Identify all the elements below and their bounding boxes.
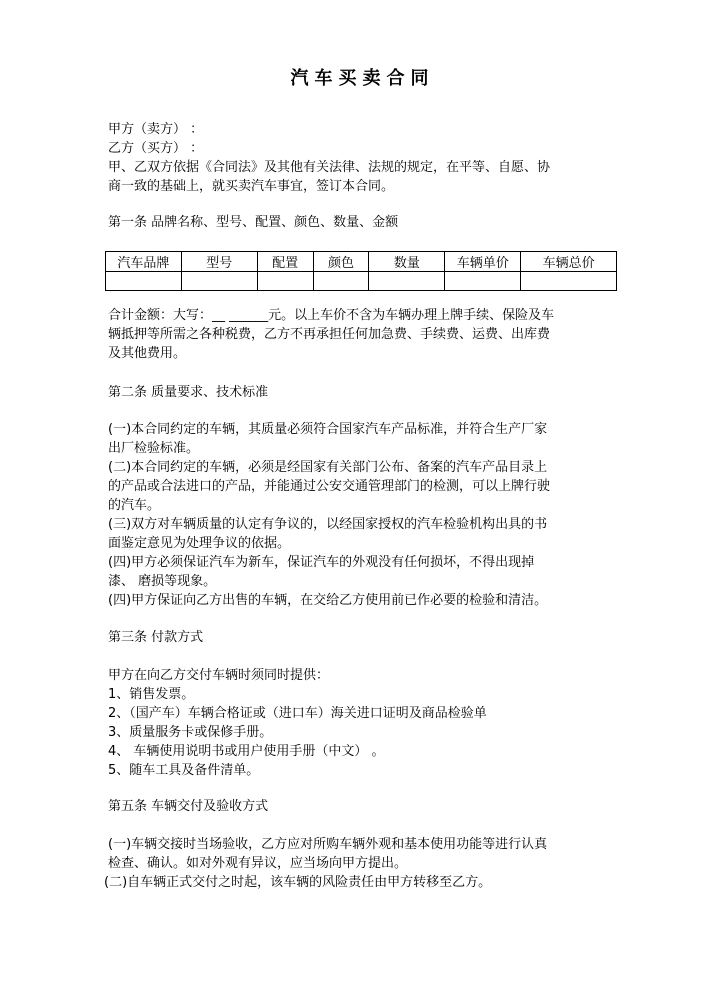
article-2-heading: 第二条 质量要求、技术标准 <box>108 385 269 400</box>
payment-item-1: 1、销售发票。 <box>108 687 195 702</box>
table-row <box>106 272 617 291</box>
table-header-cell: 颜色 <box>313 252 369 272</box>
payment-item-2: 2、（国产车）车辆合格证或（进口车）海关进口证明及商品检验单 <box>108 706 487 721</box>
table-cell <box>445 272 521 291</box>
article-1-heading: 第一条 品牌名称、型号、配置、颜色、数量、金额 <box>108 215 399 230</box>
document-title: 汽车买卖合同 <box>290 68 435 89</box>
quality-item-4-line-2: 漆、 磨损等现象。 <box>108 574 217 589</box>
quality-item-3-line-1: (三)双方对车辆质量的认定有争议的，以经国家授权的汽车检验机构出具的书 <box>108 517 548 532</box>
table-cell <box>181 272 257 291</box>
delivery-item-2: (二)自车辆正式交付之时起，该车辆的风险责任由甲方转移至乙方。 <box>104 875 492 890</box>
quality-item-1-line-2: 出厂检验标准。 <box>108 441 200 456</box>
table-header-cell: 数量 <box>369 252 445 272</box>
table-cell <box>313 272 369 291</box>
payment-item-4: 4、 车辆使用说明书或用户使用手册（中文） 。 <box>108 744 385 759</box>
payment-item-3: 3、质量服务卡或保修手册。 <box>108 725 273 740</box>
seller-line: 甲方（卖方） ： <box>108 122 204 137</box>
table-header-row <box>106 252 617 272</box>
total-amount-line-1: 合计金额：大写：__ ______元。以上车价不含为车辆办理上牌手续、保险及车 <box>108 308 555 323</box>
quality-item-2-line-1: (二)本合同约定的车辆，必须是经国家有关部门公布、备案的汽车产品目录上 <box>108 460 548 475</box>
article-3-heading: 第三条 付款方式 <box>108 630 204 645</box>
payment-item-5: 5、随车工具及备件清单。 <box>108 763 260 778</box>
quality-item-1-line-1: (一)本合同约定的车辆，其质量必须符合国家汽车产品标准，并符合生产厂家 <box>108 422 548 437</box>
table-header-cell: 配置 <box>257 252 313 272</box>
table-header-cell: 汽车品牌 <box>106 252 182 272</box>
delivery-item-1-line-1: (一)车辆交接时当场验收，乙方应对所购车辆外观和基本使用功能等进行认真 <box>108 837 548 852</box>
total-amount-line-3: 及其他费用。 <box>108 346 187 361</box>
buyer-line: 乙方（买方） ： <box>108 141 204 156</box>
table-header-cell: 车辆总价 <box>521 252 617 272</box>
quality-item-3-line-2: 面鉴定意见为处理争议的依据。 <box>108 536 291 551</box>
intro-line-2: 商一致的基础上，就买卖汽车事宜，签订本合同。 <box>108 179 395 194</box>
vehicle-spec-table <box>105 251 617 291</box>
article-5-heading: 第五条 车辆交付及验收方式 <box>108 799 269 814</box>
table-cell <box>521 272 617 291</box>
total-amount-line-2: 辆抵押等所需之各种税费，乙方不再承担任何加急费、手续费、运费、出库费 <box>108 327 551 342</box>
table-cell <box>106 272 182 291</box>
delivery-item-1-line-2: 检查、确认。如对外观有异议，应当场向甲方提出。 <box>108 856 408 871</box>
table-header-cell: 型号 <box>181 252 257 272</box>
table-header-cell: 车辆单价 <box>445 252 521 272</box>
payment-intro: 甲方在向乙方交付车辆时须同时提供： <box>108 668 330 683</box>
quality-item-4-line-1: (四)甲方必须保证汽车为新车，保证汽车的外观没有任何损坏，不得出现掉 <box>108 555 535 570</box>
intro-line-1: 甲、乙双方依据《合同法》及其他有关法律、法规的规定，在平等、自愿、协 <box>108 160 551 175</box>
quality-item-2-line-2: 的产品或合法进口的产品，并能通过公安交通管理部门的检测，可以上牌行驶 <box>108 479 551 494</box>
quality-item-2-line-3: 的汽车。 <box>108 498 161 513</box>
table-cell <box>257 272 313 291</box>
quality-item-5: (四)甲方保证向乙方出售的车辆，在交给乙方使用前已作必要的检验和清洁。 <box>108 593 548 608</box>
table-cell <box>369 272 445 291</box>
